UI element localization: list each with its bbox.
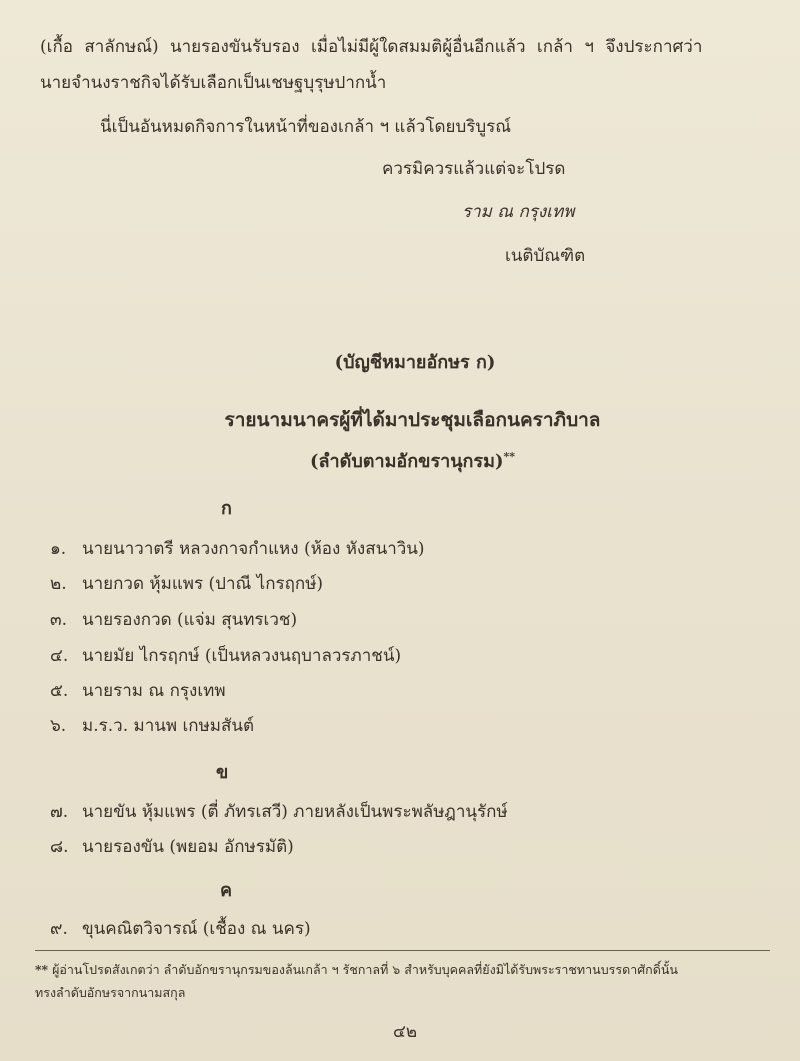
list-subtitle-text: (ลำดับตามอักขรานุกรม) — [310, 451, 504, 472]
footnote-divider — [35, 950, 770, 951]
list-item — [50, 645, 401, 667]
group-letter-kho-khwai: ค — [220, 880, 233, 901]
list-item-number: ๔. — [50, 646, 69, 666]
list-item-text: นายมัย ไกรฤกษ์ (เป็นหลวงนฤบาลวรภาชน์) — [82, 646, 402, 666]
list-item-number: ๗. — [50, 802, 69, 822]
list-item — [50, 715, 254, 737]
list-item — [50, 918, 311, 940]
list-item-text: นายรองกวด (แจ่ม สุนทรเวช) — [82, 610, 298, 630]
footnote-line-1 — [35, 962, 678, 978]
group-letter-kho: ข — [216, 762, 229, 783]
list-item — [50, 836, 294, 858]
list-item-text: นายนาวาตรี หลวงกาจกำแหง (ห้อง หังสนาวิน) — [82, 539, 425, 559]
list-item — [50, 538, 425, 560]
list-item — [50, 801, 508, 823]
footnote-text: ผู้อ่านโปรดสังเกตว่า ลำดับอักขรานุกรมของล้นเกล้า ฯ รัชกาลที่ ๖ สำหรับบุคคลที่ยังมิได้รับพระราชทานบรรดาศักดิ์นั้น — [52, 962, 678, 977]
list-item-number: ๙. — [50, 919, 68, 939]
list-item-text: นายขัน หุ้มแพร (ตี่ ภัทรเสวี) ภายหลังเป็นพระพลัษฎานุรักษ์ — [82, 802, 508, 822]
list-item-text: ขุนคณิตวิจารณ์ (เชื้อง ณ นคร) — [82, 919, 311, 939]
list-item-text: นายราม ณ กรุงเทพ — [82, 681, 226, 701]
list-item-number: ๕. — [50, 681, 69, 701]
list-item — [50, 573, 323, 595]
letter-paragraph-line-3: นี่เป็นอันหมดกิจการในหน้าที่ของเกล้า ฯ แล้วโดยบริบูรณ์ — [100, 117, 512, 137]
appendix-label: (บัญชีหมายอักษร ก) — [334, 352, 496, 373]
list-item-number: ๑. — [50, 539, 67, 559]
list-item — [50, 680, 226, 702]
letter-paragraph-line-2: นายจำนงราชกิจได้รับเลือกเป็นเชษฐบุรุษปากน้ำ — [40, 73, 387, 93]
footnote-line-2: ทรงลำดับอักษรจากนามสกุล — [35, 985, 186, 1000]
page-number: ๔๒ — [392, 1022, 418, 1042]
list-item-text: ม.ร.ว. มานพ เกษมสันต์ — [82, 716, 255, 736]
list-subtitle — [0, 451, 800, 473]
group-letter-ka: ก — [221, 498, 232, 519]
list-item-text: นายรองขัน (พยอม อักษรมัติ) — [82, 837, 294, 857]
letter-closing: ควรมิควรแล้วแต่จะโปรด — [382, 159, 566, 179]
list-item-number: ๒. — [50, 574, 67, 594]
footnote-reference-mark: ** — [503, 450, 515, 463]
list-item-number: ๓. — [50, 610, 68, 630]
list-title: รายนามนาครผู้ที่ได้มาประชุมเลือกนคราภิบาล — [224, 409, 601, 431]
letter-sender-name: ราม ณ กรุงเทพ — [462, 202, 575, 222]
letter-paragraph-line-1: (เกื้อ สาลักษณ์) นายรองขันรับรอง เมื่อไม่มีผู้ใดสมมติผู้อื่นอีกแล้ว เกล้า ฯ จึงประกาศว่า — [40, 37, 703, 57]
list-item-text: นายกวด หุ้มแพร (ปาณี ไกรฤกษ์) — [82, 574, 324, 594]
footnote-mark: ** — [35, 962, 49, 977]
list-item — [50, 609, 297, 631]
list-item-number: ๘. — [50, 837, 69, 857]
letter-signature-title: เนติบัณฑิต — [505, 246, 586, 266]
list-item-number: ๖. — [50, 716, 67, 736]
